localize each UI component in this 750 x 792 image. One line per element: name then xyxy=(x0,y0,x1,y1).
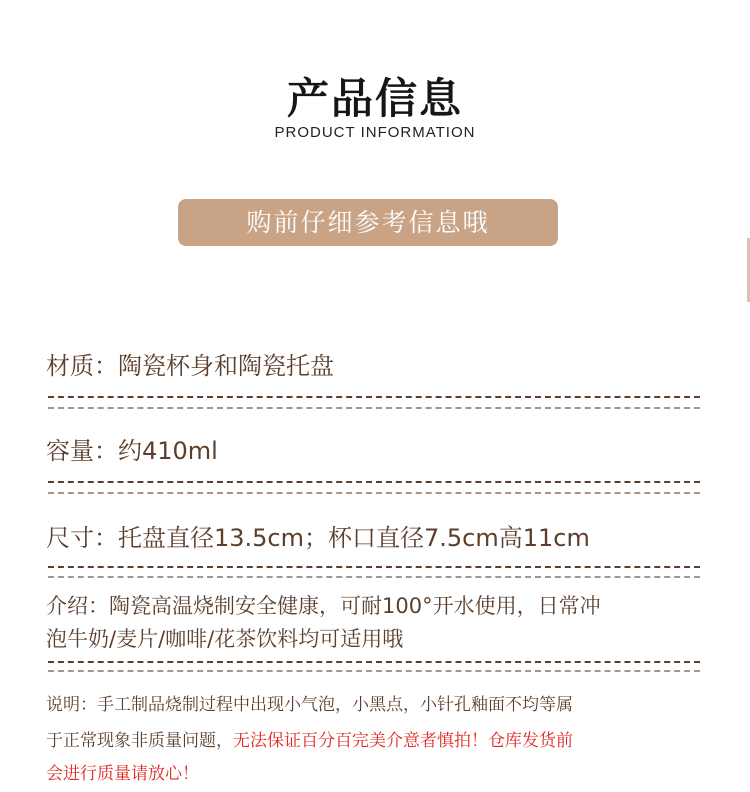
note-line-2 xyxy=(46,726,573,751)
size-row: 尺寸：托盘直径13.5cm；杯口直径7.5cm高11cm xyxy=(46,524,590,552)
intro-line-2: 泡牛奶/麦片/咖啡/花茶饮料均可适用哦 xyxy=(46,627,404,651)
material-row: 材质：陶瓷杯身和陶瓷托盘 xyxy=(46,352,334,380)
divider-shadow xyxy=(48,576,700,578)
divider xyxy=(48,481,700,483)
note-normal-text: 于正常现象非质量问题， xyxy=(46,731,233,751)
divider xyxy=(48,566,700,568)
note-line-3: 会进行质量请放心！ xyxy=(46,764,199,784)
note-warning-text: 无法保证百分百完美介意者慎拍！仓库发货前 xyxy=(233,731,573,751)
divider-shadow xyxy=(48,407,700,409)
banner-pill: 购前仔细参考信息哦 xyxy=(178,199,558,246)
page-title: 产品信息 xyxy=(286,74,463,123)
page-subtitle: PRODUCT INFORMATION xyxy=(274,124,476,141)
capacity-row: 容量：约410ml xyxy=(46,437,218,465)
divider-shadow xyxy=(48,492,700,494)
divider xyxy=(48,396,700,398)
divider-shadow xyxy=(48,670,700,672)
divider xyxy=(48,661,700,663)
intro-line-1: 介绍：陶瓷高温烧制安全健康，可耐100°开水使用，日常冲 xyxy=(46,594,601,618)
note-line-1: 说明：手工制品烧制过程中出现小气泡，小黑点，小针孔釉面不均等属 xyxy=(46,695,573,715)
